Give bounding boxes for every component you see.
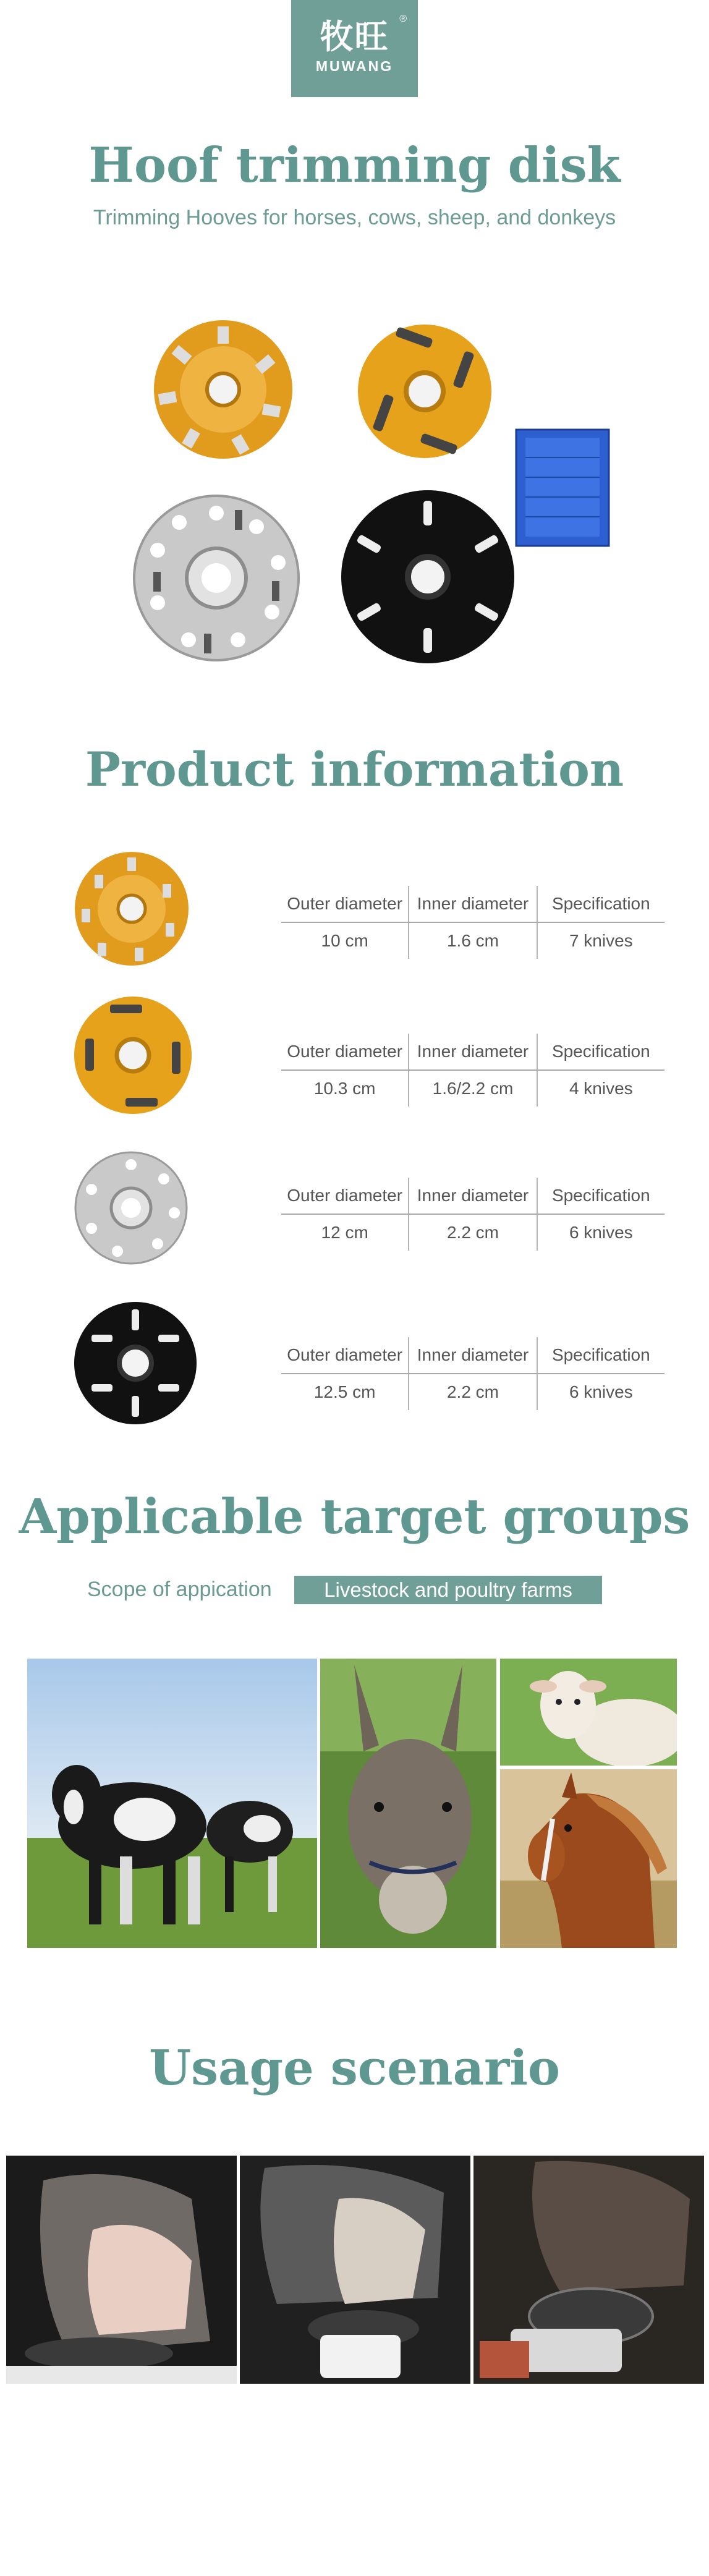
- spec-table-3: [281, 1178, 664, 1251]
- col-inner: Inner diameter: [408, 1337, 536, 1373]
- spec-value: 4 knives: [537, 1071, 664, 1107]
- page-title: Hoof trimming disk: [88, 137, 621, 193]
- inner-value: 2.2 cm: [408, 1215, 536, 1251]
- spec-table-2: [281, 1034, 664, 1107]
- blade-box: [516, 430, 609, 546]
- outer-value: 12.5 cm: [313, 1382, 376, 1401]
- spec-value: 6 knives: [537, 1215, 664, 1251]
- hero-product-svg: [0, 297, 709, 680]
- usage-photo-3: [473, 2156, 704, 2384]
- black-disc-6-knives: [341, 490, 514, 663]
- usage-title: Usage scenario: [149, 2040, 560, 2096]
- horse-photo: [500, 1769, 677, 1948]
- target-groups-title: Applicable target groups: [19, 1489, 690, 1545]
- brand-name-en: MUWANG: [315, 58, 394, 74]
- hero-product-image: [0, 297, 709, 680]
- spec-table-1: [281, 886, 664, 959]
- col-spec: Specification: [537, 1337, 664, 1373]
- usage-photo-2: [240, 2156, 470, 2384]
- product-info-title: Product information: [85, 742, 624, 797]
- col-outer: Outer diameter: [287, 1042, 403, 1061]
- inner-value: 1.6/2.2 cm: [408, 1071, 536, 1107]
- thumb-gold-7: [73, 850, 190, 967]
- thumb-gold-4: [73, 995, 193, 1116]
- spec-table-4: [281, 1337, 664, 1410]
- scope-tag: Livestock and poultry farms: [294, 1576, 602, 1604]
- spec-value: 6 knives: [537, 1374, 664, 1410]
- col-spec: Specification: [537, 1034, 664, 1069]
- brand-name-cn: 牧旺: [320, 17, 389, 56]
- gold-disc-7-knives: [154, 320, 292, 459]
- thumb-black: [73, 1301, 198, 1426]
- usage-photo-1: [6, 2156, 237, 2384]
- col-spec: Specification: [537, 886, 664, 922]
- cow-photo: [27, 1659, 317, 1948]
- outer-value: 10 cm: [321, 931, 368, 950]
- registered-mark: ®: [399, 14, 407, 24]
- donkey-photo: [320, 1659, 496, 1948]
- silver-disc-6-knives: [134, 496, 299, 660]
- gold-disc-4-knives: [358, 325, 491, 458]
- inner-value: 1.6 cm: [408, 923, 536, 959]
- brand-logo: [291, 0, 418, 97]
- col-inner: Inner diameter: [408, 1034, 536, 1069]
- outer-value: 10.3 cm: [313, 1079, 376, 1098]
- col-outer: Outer diameter: [287, 894, 403, 913]
- inner-value: 2.2 cm: [408, 1374, 536, 1410]
- col-inner: Inner diameter: [408, 886, 536, 922]
- thumb-silver: [74, 1151, 189, 1265]
- page-subtitle: Trimming Hooves for horses, cows, sheep, and donkeys: [93, 206, 616, 229]
- col-spec: Specification: [537, 1178, 664, 1214]
- spec-value: 7 knives: [537, 923, 664, 959]
- sheep-photo: [500, 1659, 677, 1766]
- outer-value: 12 cm: [321, 1223, 368, 1242]
- col-inner: Inner diameter: [408, 1178, 536, 1214]
- col-outer: Outer diameter: [287, 1186, 403, 1205]
- scope-label: Scope of appication: [87, 1578, 272, 1601]
- col-outer: Outer diameter: [287, 1345, 403, 1364]
